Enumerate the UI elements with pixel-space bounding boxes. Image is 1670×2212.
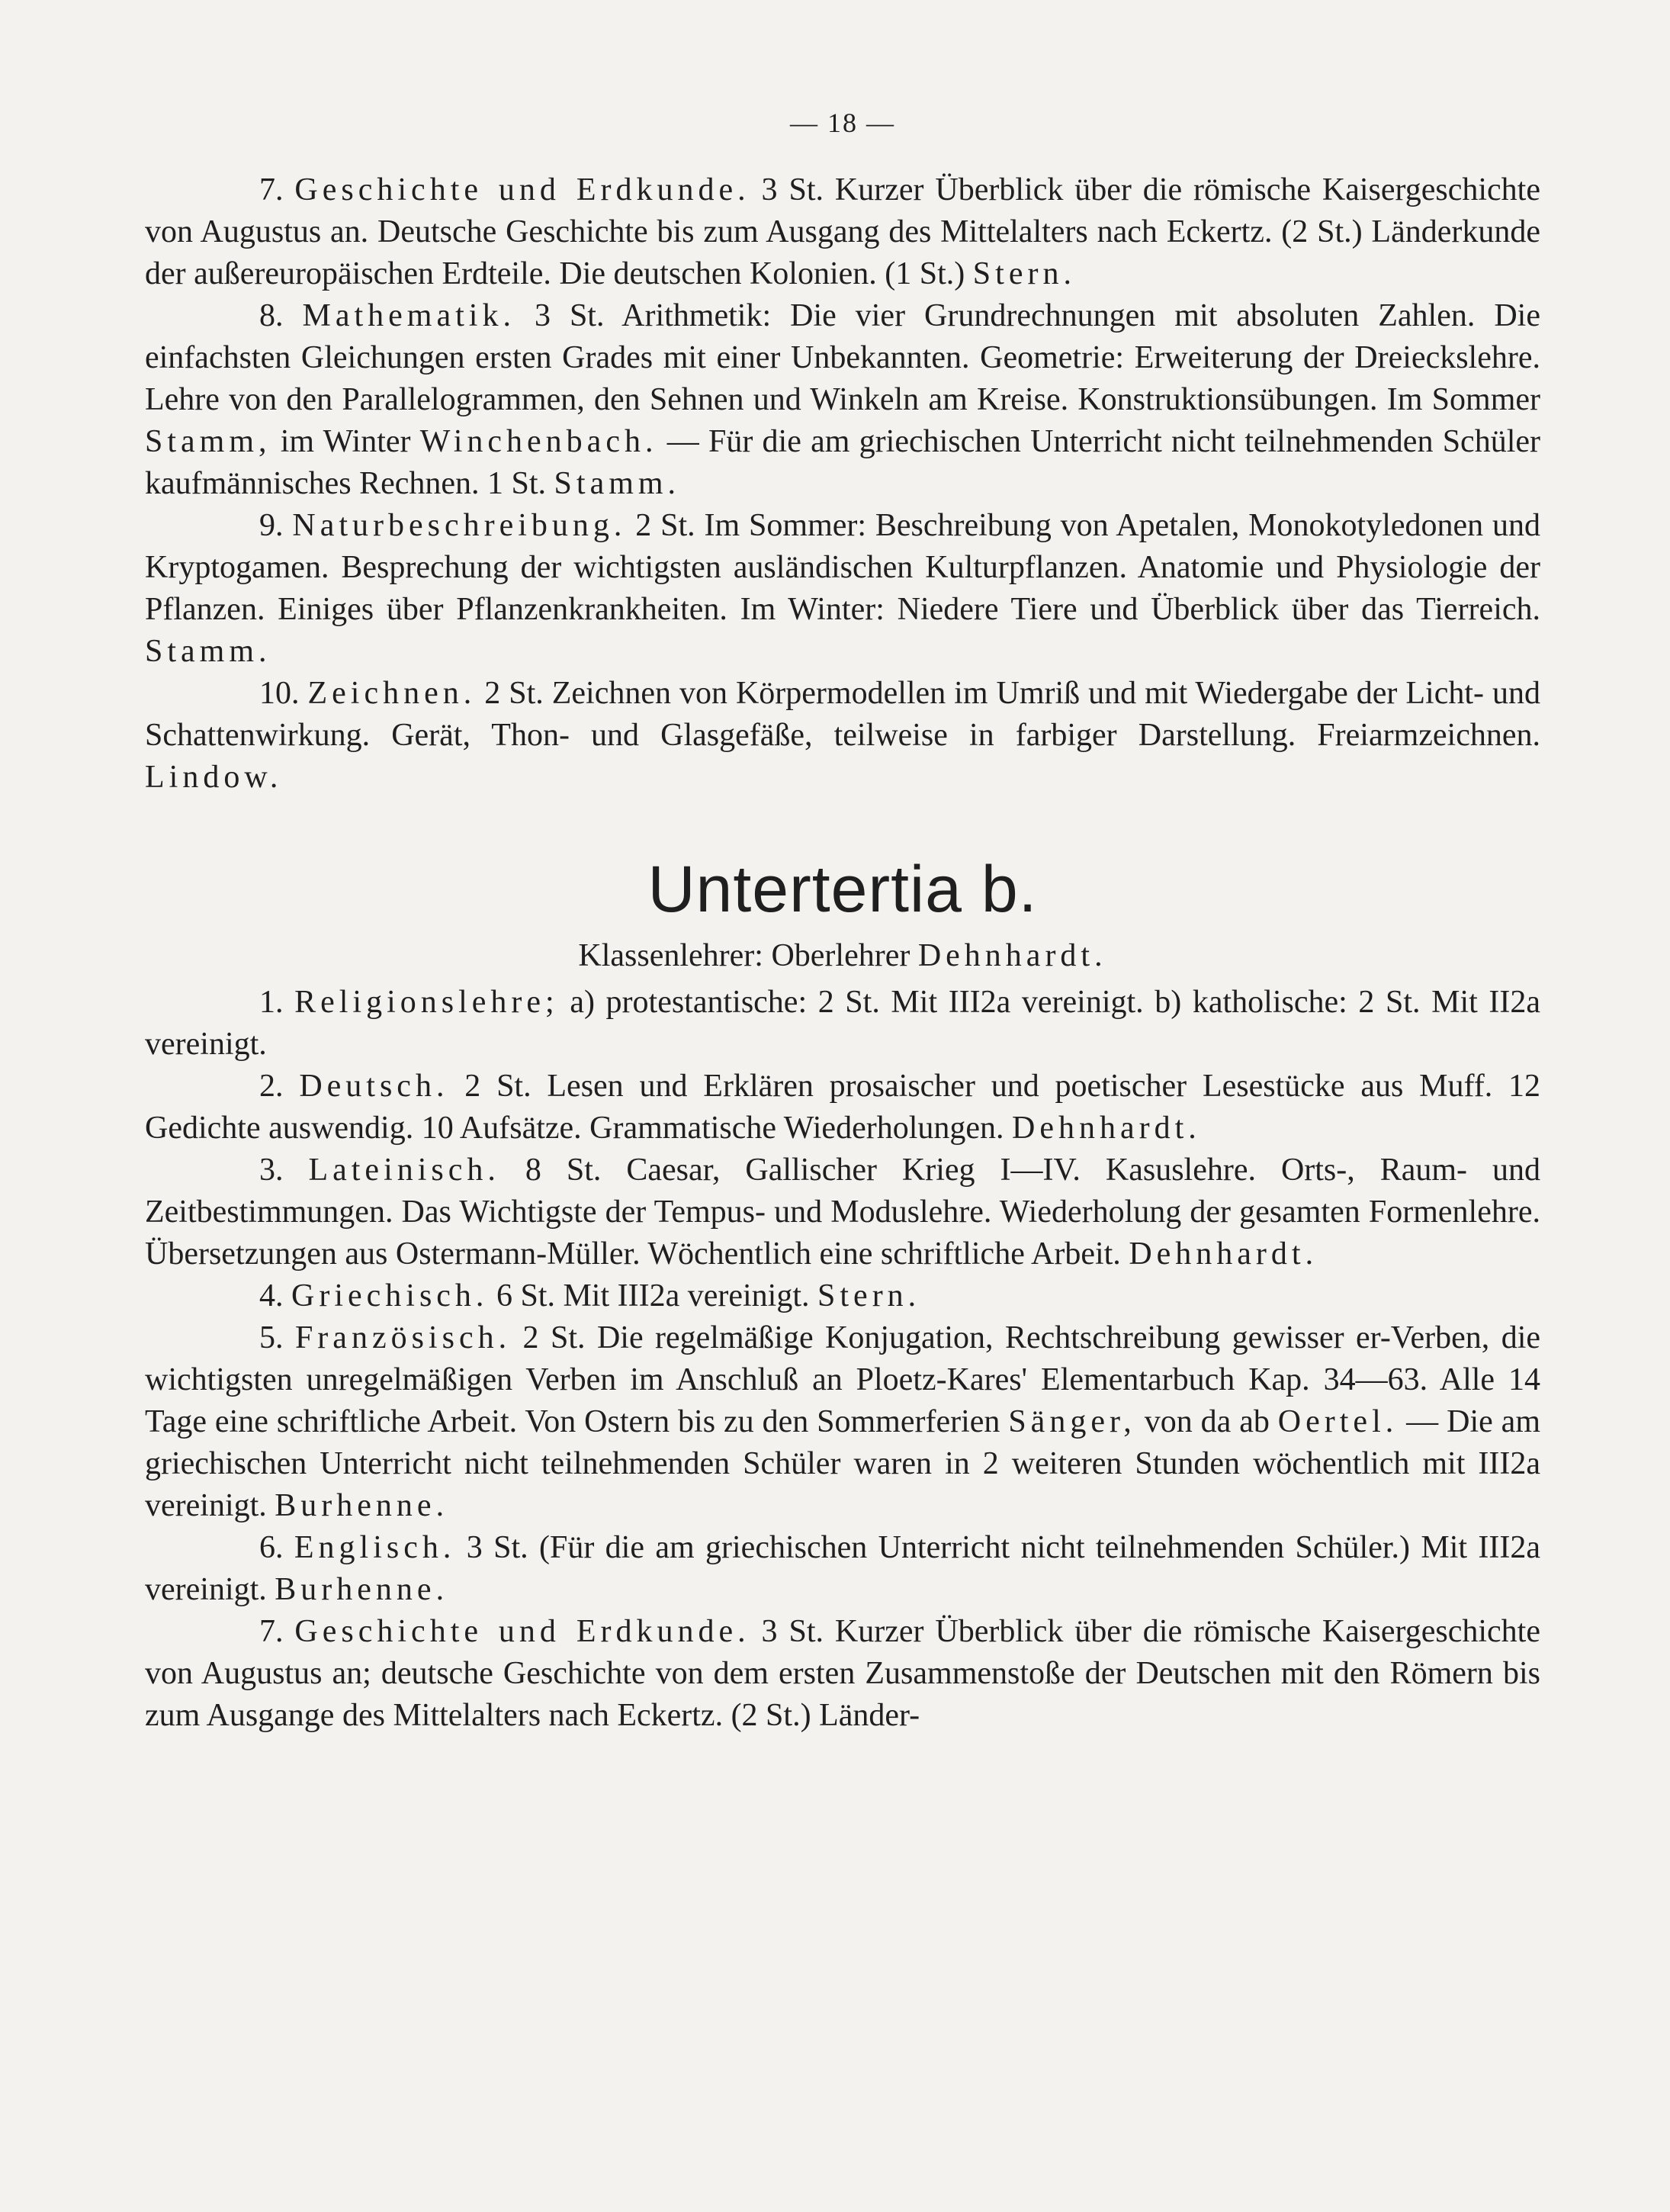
paragraph-religionslehre: 1. Religionslehre; a) protestantische: 2 St. Mit III2a vereinigt. b) katholische: 2 St. Mit II2a vereinigt. <box>145 985 1540 1062</box>
paragraph-lateinisch: 3. Lateinisch. 8 St. Caesar, Gallischer Krieg I—IV. Kasuslehre. Orts-, Raum- und Zeitbestimmungen. Das Wichtigste der Tempus- und Moduslehre. Wiederholung der gesamten Formenlehre. Übersetzungen aus Ostermann-Müller. Wöchentlich eine schriftliche Arbeit. Dehnhardt. <box>145 1153 1540 1272</box>
page-number: — 18 — <box>790 108 895 138</box>
paragraph-geschichte-b: 7. Geschichte und Erdkunde. 3 St. Kurzer Überblick über die römische Kaisergeschichte von Augustus an; deutsche Geschichte von dem ersten Zusammenstoße der Deutschen mit den Römern bis zum Ausgange des Mittelalters nach Eckertz. (2 St.) Länder- <box>145 1614 1540 1733</box>
paragraph-zeichnen: 10. Zeichnen. 2 St. Zeichnen von Körpermodellen im Umriß und mit Wiedergabe der Licht- und Schattenwirkung. Gerät, Thon- und Glasgefäße, teilweise in farbiger Darstellung. Freiarmzeichnen. Lindow. <box>145 676 1541 795</box>
paragraph-deutsch: 2. Deutsch. 2 St. Lesen und Erklären prosaischer und poetischer Lesestücke aus Muff. 12 Gedichte auswendig. 10 Aufsätze. Grammatische Wiederholungen. Dehnhardt. <box>145 1069 1540 1146</box>
paragraph-geschichte-a: 7. Geschichte und Erdkunde. 3 St. Kurzer Überblick über die römische Kaisergeschichte von Augustus an. Deutsche Geschichte bis zum Ausgang des Mittelalters nach Eckertz. (2 St.) Länderkunde der außereuropäischen Erdteile. Die deutschen Kolonien. (1 St.) Stern. <box>145 172 1540 291</box>
paragraph-griechisch: 4. Griechisch. 6 St. Mit III2a vereinigt. Stern. <box>259 1278 921 1313</box>
class-teacher-line: Klassenlehrer: Oberlehrer Dehnhardt. <box>578 938 1107 973</box>
document-page <box>145 107 1540 1737</box>
paragraph-englisch: 6. Englisch. 3 St. (Für die am griechischen Unterricht nicht teilnehmenden Schüler.) Mit III2a vereinigt. Burhenne. <box>145 1530 1541 1607</box>
paragraph-mathematik: 8. Mathematik. 3 St. Arithmetik: Die vier Grundrechnungen mit absoluten Zahlen. Die einfachsten Gleichungen ersten Grades mit einer Unbekannten. Geometrie: Erweiterung der Dreieckslehre. Lehre von den Parallelogrammen, den Sehnen und Winkeln am Kreise. Konstruktionsübungen. Im Sommer Stamm, im Winter Winchenbach. — Für die am griechischen Unterricht nicht teilnehmenden Schüler kaufmännisches Rechnen. 1 St. Stamm. <box>145 298 1540 501</box>
section-heading: Untertertia b. <box>647 853 1038 926</box>
paragraph-naturbeschreibung: 9. Naturbeschreibung. 2 St. Im Sommer: Beschreibung von Apetalen, Monokotyledonen und Kryptogamen. Besprechung der wichtigsten ausländischen Kulturpflanzen. Anatomie und Physiologie der Pflanzen. Einiges über Pflanzenkrankheiten. Im Winter: Niedere Tiere und Überblick über das Tierreich. Stamm. <box>145 508 1540 669</box>
paragraph-franzoesisch: 5. Französisch. 2 St. Die regelmäßige Konjugation, Rechtschreibung gewisser er-Verben, die wichtigsten unregelmäßigen Verben im Anschluß an Ploetz-Kares' Elementarbuch Kap. 34—63. Alle 14 Tage eine schriftliche Arbeit. Von Ostern bis zu den Sommerferien Sänger, von da ab Oertel. — Die am griechischen Unterricht nicht teilnehmenden Schüler waren in 2 weiteren Stunden wöchentlich mit III2a vereinigt. Burhenne. <box>145 1320 1541 1523</box>
